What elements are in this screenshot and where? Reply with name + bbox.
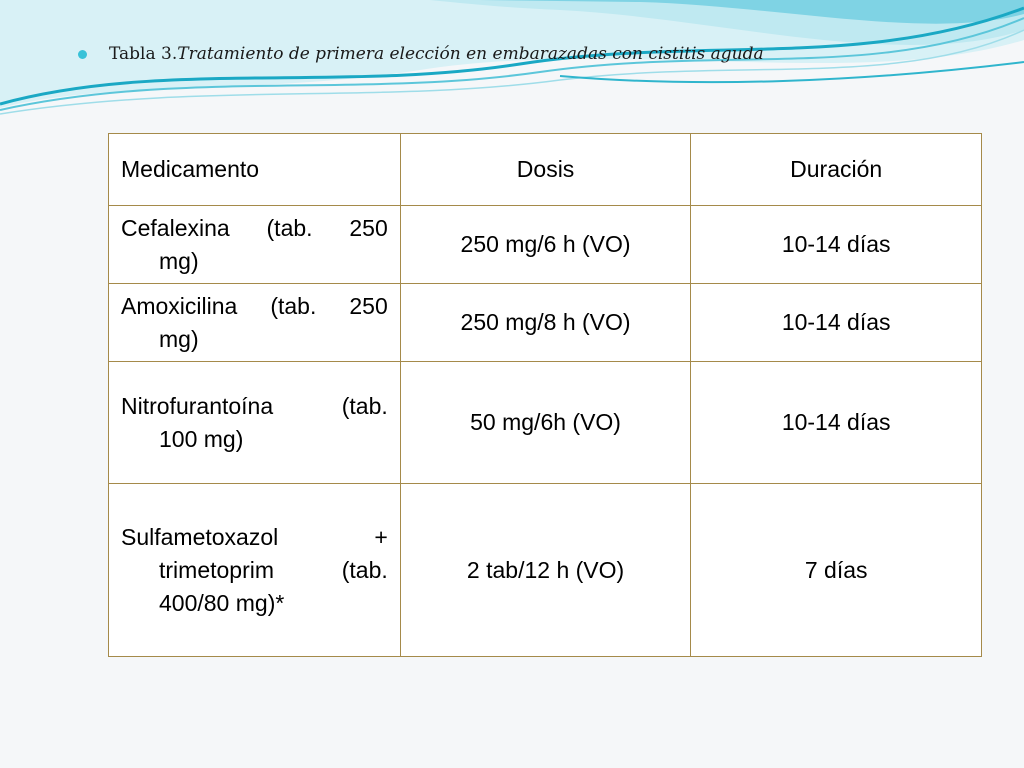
duration-cell: 7 días bbox=[691, 484, 982, 657]
drug-name-line: mg) bbox=[159, 247, 199, 274]
dose-cell: 50 mg/6h (VO) bbox=[400, 362, 691, 484]
dose-cell: 250 mg/8 h (VO) bbox=[400, 284, 691, 362]
slide-caption bbox=[78, 44, 764, 64]
column-header-dosis: Dosis bbox=[400, 134, 691, 206]
drug-cell bbox=[109, 206, 401, 284]
drug-name-line: Nitrofurantoína (tab. bbox=[121, 392, 388, 419]
caption-prefix: Tabla 3. bbox=[109, 44, 178, 64]
drug-name-line: Amoxicilina (tab. 250 bbox=[121, 292, 388, 319]
drug-name-line: 400/80 mg)* bbox=[159, 589, 285, 616]
bullet-icon bbox=[78, 50, 87, 59]
drug-name-line: mg) bbox=[159, 325, 199, 352]
drug-name-line: trimetoprim (tab. bbox=[159, 556, 388, 583]
duration-cell: 10-14 días bbox=[691, 206, 982, 284]
caption-title: Tratamiento de primera elección en embarazadas con cistitis aguda bbox=[177, 44, 764, 64]
drug-name-line: 100 mg) bbox=[159, 425, 244, 452]
dose-cell: 250 mg/6 h (VO) bbox=[400, 206, 691, 284]
column-header-duracion: Duración bbox=[691, 134, 982, 206]
drug-cell bbox=[109, 284, 401, 362]
table-row bbox=[109, 484, 982, 657]
dose-cell: 2 tab/12 h (VO) bbox=[400, 484, 691, 657]
treatment-table bbox=[108, 133, 982, 657]
drug-cell bbox=[109, 484, 401, 657]
column-header-medicamento: Medicamento bbox=[109, 134, 401, 206]
table-row bbox=[109, 206, 982, 284]
table-header-row bbox=[109, 134, 982, 206]
drug-cell bbox=[109, 362, 401, 484]
duration-cell: 10-14 días bbox=[691, 362, 982, 484]
duration-cell: 10-14 días bbox=[691, 284, 982, 362]
table-row bbox=[109, 362, 982, 484]
drug-name-line: Sulfametoxazol + bbox=[121, 523, 388, 550]
table-row bbox=[109, 284, 982, 362]
drug-name-line: Cefalexina (tab. 250 bbox=[121, 214, 388, 241]
